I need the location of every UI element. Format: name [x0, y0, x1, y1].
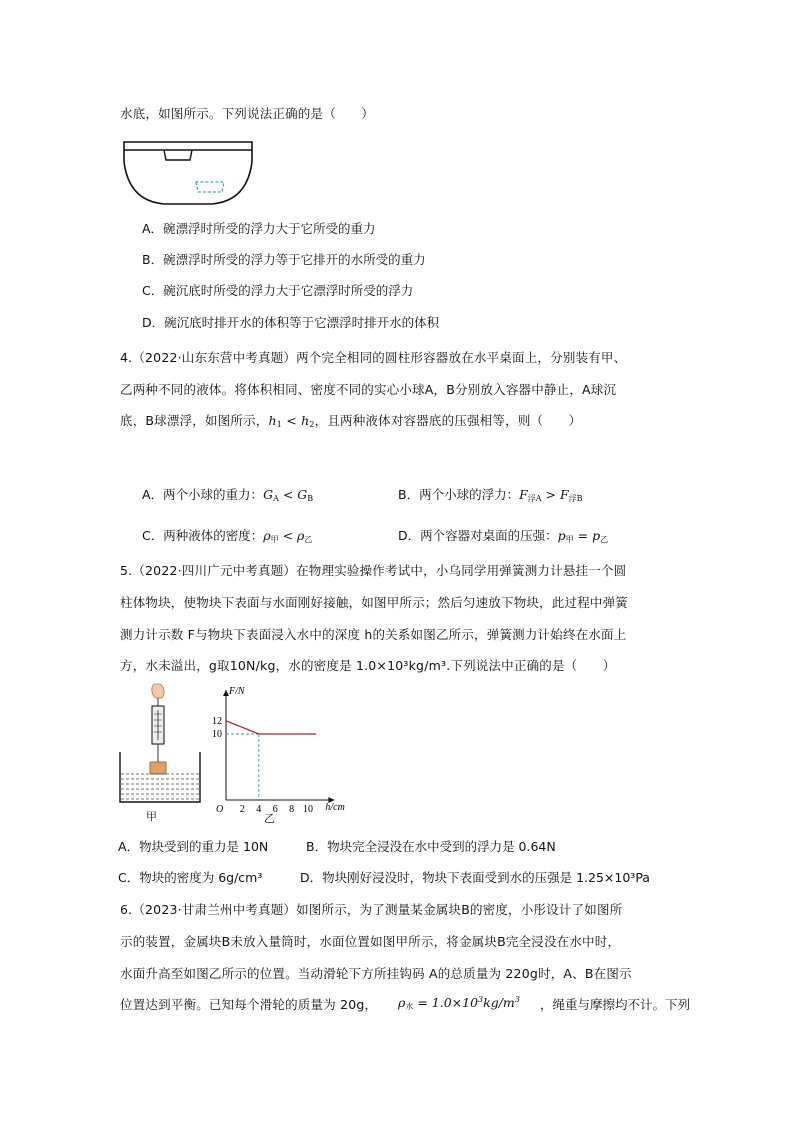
q4-option-b-text: B．两个小球的浮力：	[398, 487, 520, 502]
q4-option-c-text: C．两种液体的密度：	[142, 528, 264, 543]
x-axis-label: h/cm	[325, 802, 345, 813]
bowl-in-water-figure	[120, 140, 260, 208]
q5-stem-line-3: 测力计示数 F与物块下表面浸入水中的深度 h的关系如图乙所示，弹簧测力计始终在水面上	[120, 627, 627, 642]
q3-option-c: C．碗沉底时所受的浮力大于它漂浮时所受的浮力	[142, 283, 414, 298]
figure-label-yi: 乙	[264, 812, 275, 825]
x-tick-label: 2	[239, 804, 245, 815]
q3-option-a: A．碗漂浮时所受的浮力大于它所受的重力	[142, 221, 376, 236]
q4-option-a-text: A．两个小球的重力：	[142, 487, 264, 502]
q6-water-density-formula	[398, 995, 520, 1012]
q5-stem-line-1: 5.（2022·四川广元中考真题）在物理实验操作考试中，小乌同学用弹簧测力计悬挂一个圆	[120, 563, 627, 578]
q4-option-a-formula: $G_A < G_B$	[263, 487, 314, 503]
q5-option-d: D．物块刚好浸没时，物块下表面受到水的压强是 1.25×10³Pa	[300, 870, 650, 885]
q4-option-d	[398, 526, 608, 545]
q5-option-a: A．物块受到的重力是 10N	[118, 839, 269, 854]
q4-stem-line-3-tail: ，且两种液体对容器底的压强相等，则（ ）	[314, 413, 582, 428]
q4-stem-line-2: 乙两种不同的液体。将体积相同、密度不同的实心小球A，B分别放入容器中静止，A球沉	[120, 382, 617, 397]
q4-option-a	[142, 485, 313, 503]
q4-stem-line-1: 4.（2022·山东东营中考真题）两个完全相同的圆柱形容器放在水平桌面上，分别装有甲、	[120, 350, 627, 365]
y-tick-label: 10	[212, 729, 222, 740]
q6-stem-line-2: 示的装置，金属块B未放入量筒时，水面位置如图甲所示，将金属块B完全浸没在水中时，	[120, 934, 621, 949]
q6-rho-water: $\rho_水 = 1.0\times 10^3kg/m^3$	[398, 995, 520, 1011]
y-axis-label: F/N	[229, 686, 245, 697]
origin-label: O	[216, 804, 224, 815]
q4-option-b	[398, 485, 583, 504]
x-tick-label: 4	[256, 804, 262, 815]
q5-option-b: B．物块完全浸没在水中受到的浮力是 0.64N	[306, 839, 556, 854]
q6-stem-line-4-tail: ，绳重与摩擦均不计。下列	[540, 997, 691, 1012]
spring-scale-figure	[118, 682, 210, 822]
q6-stem-line-3: 水面升高至如图乙所示的位置。当动滑轮下方所挂钩码 A的总质量为 220g时，A、B在图示	[120, 966, 632, 981]
figure-label-jia: 甲	[146, 810, 157, 823]
q4-stem-line-3-text: 底，B球漂浮，如图所示，	[120, 413, 269, 428]
x-tick-label: 8	[289, 804, 295, 815]
q4-stem-line-3	[120, 411, 581, 429]
q4-option-c	[142, 526, 312, 545]
q6-stem-line-4: 位置达到平衡。已知每个滑轮的质量为 20g，	[120, 997, 378, 1012]
q5-stem-line-2: 柱体物块，使物块下表面与水面刚好接触，如图甲所示；然后匀速放下物块，此过程中弹簧	[120, 595, 629, 610]
x-tick-label: 10	[303, 804, 313, 815]
q5-option-c: C．物块的密度为 6g/cm³	[118, 870, 263, 885]
q4-option-b-formula: $F_{浮A} > F_{浮B}$	[519, 487, 583, 503]
q3-option-d: D．碗沉底时排开水的体积等于它漂浮时排开水的体积	[142, 315, 440, 330]
q4-height-relation: $h_1 < h_2$	[268, 413, 315, 429]
q5-stem-line-4: 方，水未溢出，g取10N/kg，水的密度是 1.0×10³kg/m³.下列说法中正确的是（ ）	[120, 658, 616, 673]
q4-option-d-formula: $p_甲 = p_乙$	[557, 528, 609, 544]
q3-stem-tail: 水底，如图所示。下列说法正确的是（ ）	[120, 106, 375, 121]
q4-option-c-formula: $\rho_甲 < \rho_乙$	[263, 528, 313, 544]
x-tick-label: 6	[272, 804, 278, 815]
q3-option-b: B．碗漂浮时所受的浮力等于它排开的水所受的重力	[142, 252, 426, 267]
y-tick-label: 12	[212, 715, 222, 727]
q6-stem-line-1: 6.（2023·甘肃兰州中考真题）如图所示，为了测量某金属块B的密度，小彤设计了如图所	[120, 902, 623, 917]
q4-option-d-text: D．两个容器对桌面的压强：	[398, 528, 558, 543]
series-line	[226, 721, 316, 734]
f-h-chart	[200, 682, 360, 822]
